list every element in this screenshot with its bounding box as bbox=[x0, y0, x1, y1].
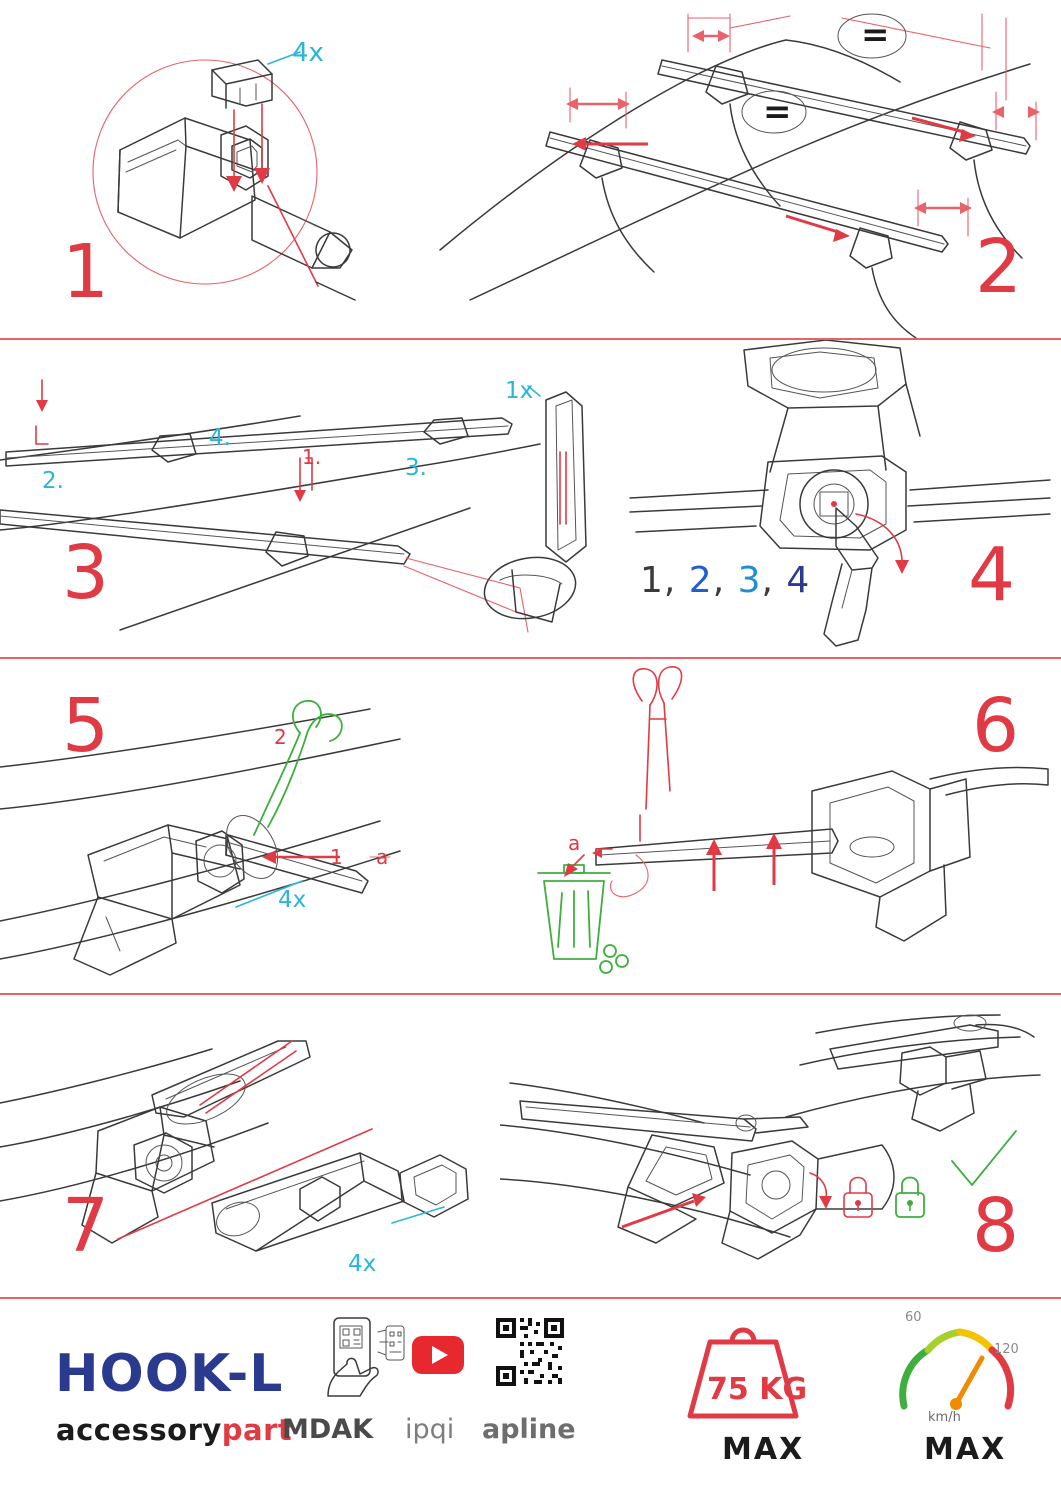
qr-code bbox=[494, 1316, 566, 1388]
step-8-panel bbox=[500, 995, 1061, 1297]
load-limit-value: 75 KG bbox=[707, 1372, 808, 1407]
step-3-order-3-label: 3. bbox=[405, 455, 427, 481]
step-8-number: 8 bbox=[972, 1183, 1020, 1269]
step-4-panel bbox=[620, 340, 1061, 657]
brand-tagline bbox=[56, 1413, 292, 1447]
step-2-equal-label-1: = bbox=[861, 15, 890, 55]
step-6-panel bbox=[500, 659, 1061, 993]
step-4-number: 4 bbox=[968, 532, 1016, 618]
gauge-min-label: 60 bbox=[905, 1310, 922, 1325]
step-2-number: 2 bbox=[975, 224, 1023, 310]
speedometer-icon bbox=[890, 1314, 1020, 1422]
step-7-quantity-label: 4x bbox=[348, 1251, 377, 1277]
step-5-marker-a-label: a bbox=[376, 845, 389, 869]
seq-num-4: 4 bbox=[786, 560, 811, 601]
divider-4 bbox=[0, 1297, 1061, 1299]
step-7-panel bbox=[0, 995, 500, 1297]
step-1-panel bbox=[0, 0, 430, 338]
step-4-tighten-sequence: 1, 2, 3, 4 bbox=[640, 560, 811, 601]
seq-num-2: 2 bbox=[688, 560, 713, 601]
load-limit-caption: MAX bbox=[722, 1432, 805, 1467]
footer bbox=[0, 1300, 1061, 1500]
step-2-equal-label-2: = bbox=[763, 92, 792, 132]
step-5-order-2-label: 2 bbox=[274, 725, 287, 749]
partner-mdak bbox=[282, 1414, 373, 1445]
partner-apline-label: apline bbox=[482, 1414, 576, 1445]
gauge-max-label: 120 bbox=[994, 1342, 1019, 1357]
step-3-order-4-label: 4. bbox=[209, 425, 231, 451]
step-3-quantity-label: 1x bbox=[505, 378, 534, 404]
step-2-panel bbox=[430, 0, 1061, 338]
step-5-number: 5 bbox=[62, 683, 110, 769]
product-title: HOOK-L bbox=[55, 1344, 284, 1404]
partner-ipqi-label: ipqi bbox=[405, 1414, 455, 1445]
tagline-primary: accessory bbox=[56, 1413, 222, 1447]
step-5-panel bbox=[0, 659, 500, 993]
speed-limit-caption: MAX bbox=[924, 1432, 1007, 1467]
step-3-number: 3 bbox=[62, 530, 110, 616]
seq-num-3: 3 bbox=[737, 560, 762, 601]
tagline-accent: part bbox=[221, 1413, 293, 1447]
partner-mdak-label: MDAK bbox=[282, 1414, 374, 1445]
step-3-order-1-label: 1. bbox=[302, 445, 322, 469]
step-6-number: 6 bbox=[972, 683, 1020, 769]
speed-unit-label: km/h bbox=[928, 1410, 961, 1425]
partner-ipqi bbox=[405, 1414, 454, 1445]
qr-scan-hand-icon bbox=[316, 1316, 406, 1398]
partner-apline bbox=[482, 1414, 576, 1445]
step-5-quantity-label: 4x bbox=[278, 887, 307, 913]
step-1-number: 1 bbox=[62, 229, 110, 315]
seq-num-1: 1 bbox=[640, 560, 664, 601]
step-3-order-2-label: 2. bbox=[42, 468, 64, 494]
step-6-marker-a-label: a bbox=[568, 831, 581, 855]
step-3-panel bbox=[0, 340, 620, 657]
step-5-order-1-label: 1 bbox=[330, 845, 343, 869]
step-7-number: 7 bbox=[62, 1183, 110, 1269]
youtube-icon[interactable] bbox=[412, 1336, 464, 1374]
step-1-quantity-label: 4x bbox=[292, 38, 324, 68]
